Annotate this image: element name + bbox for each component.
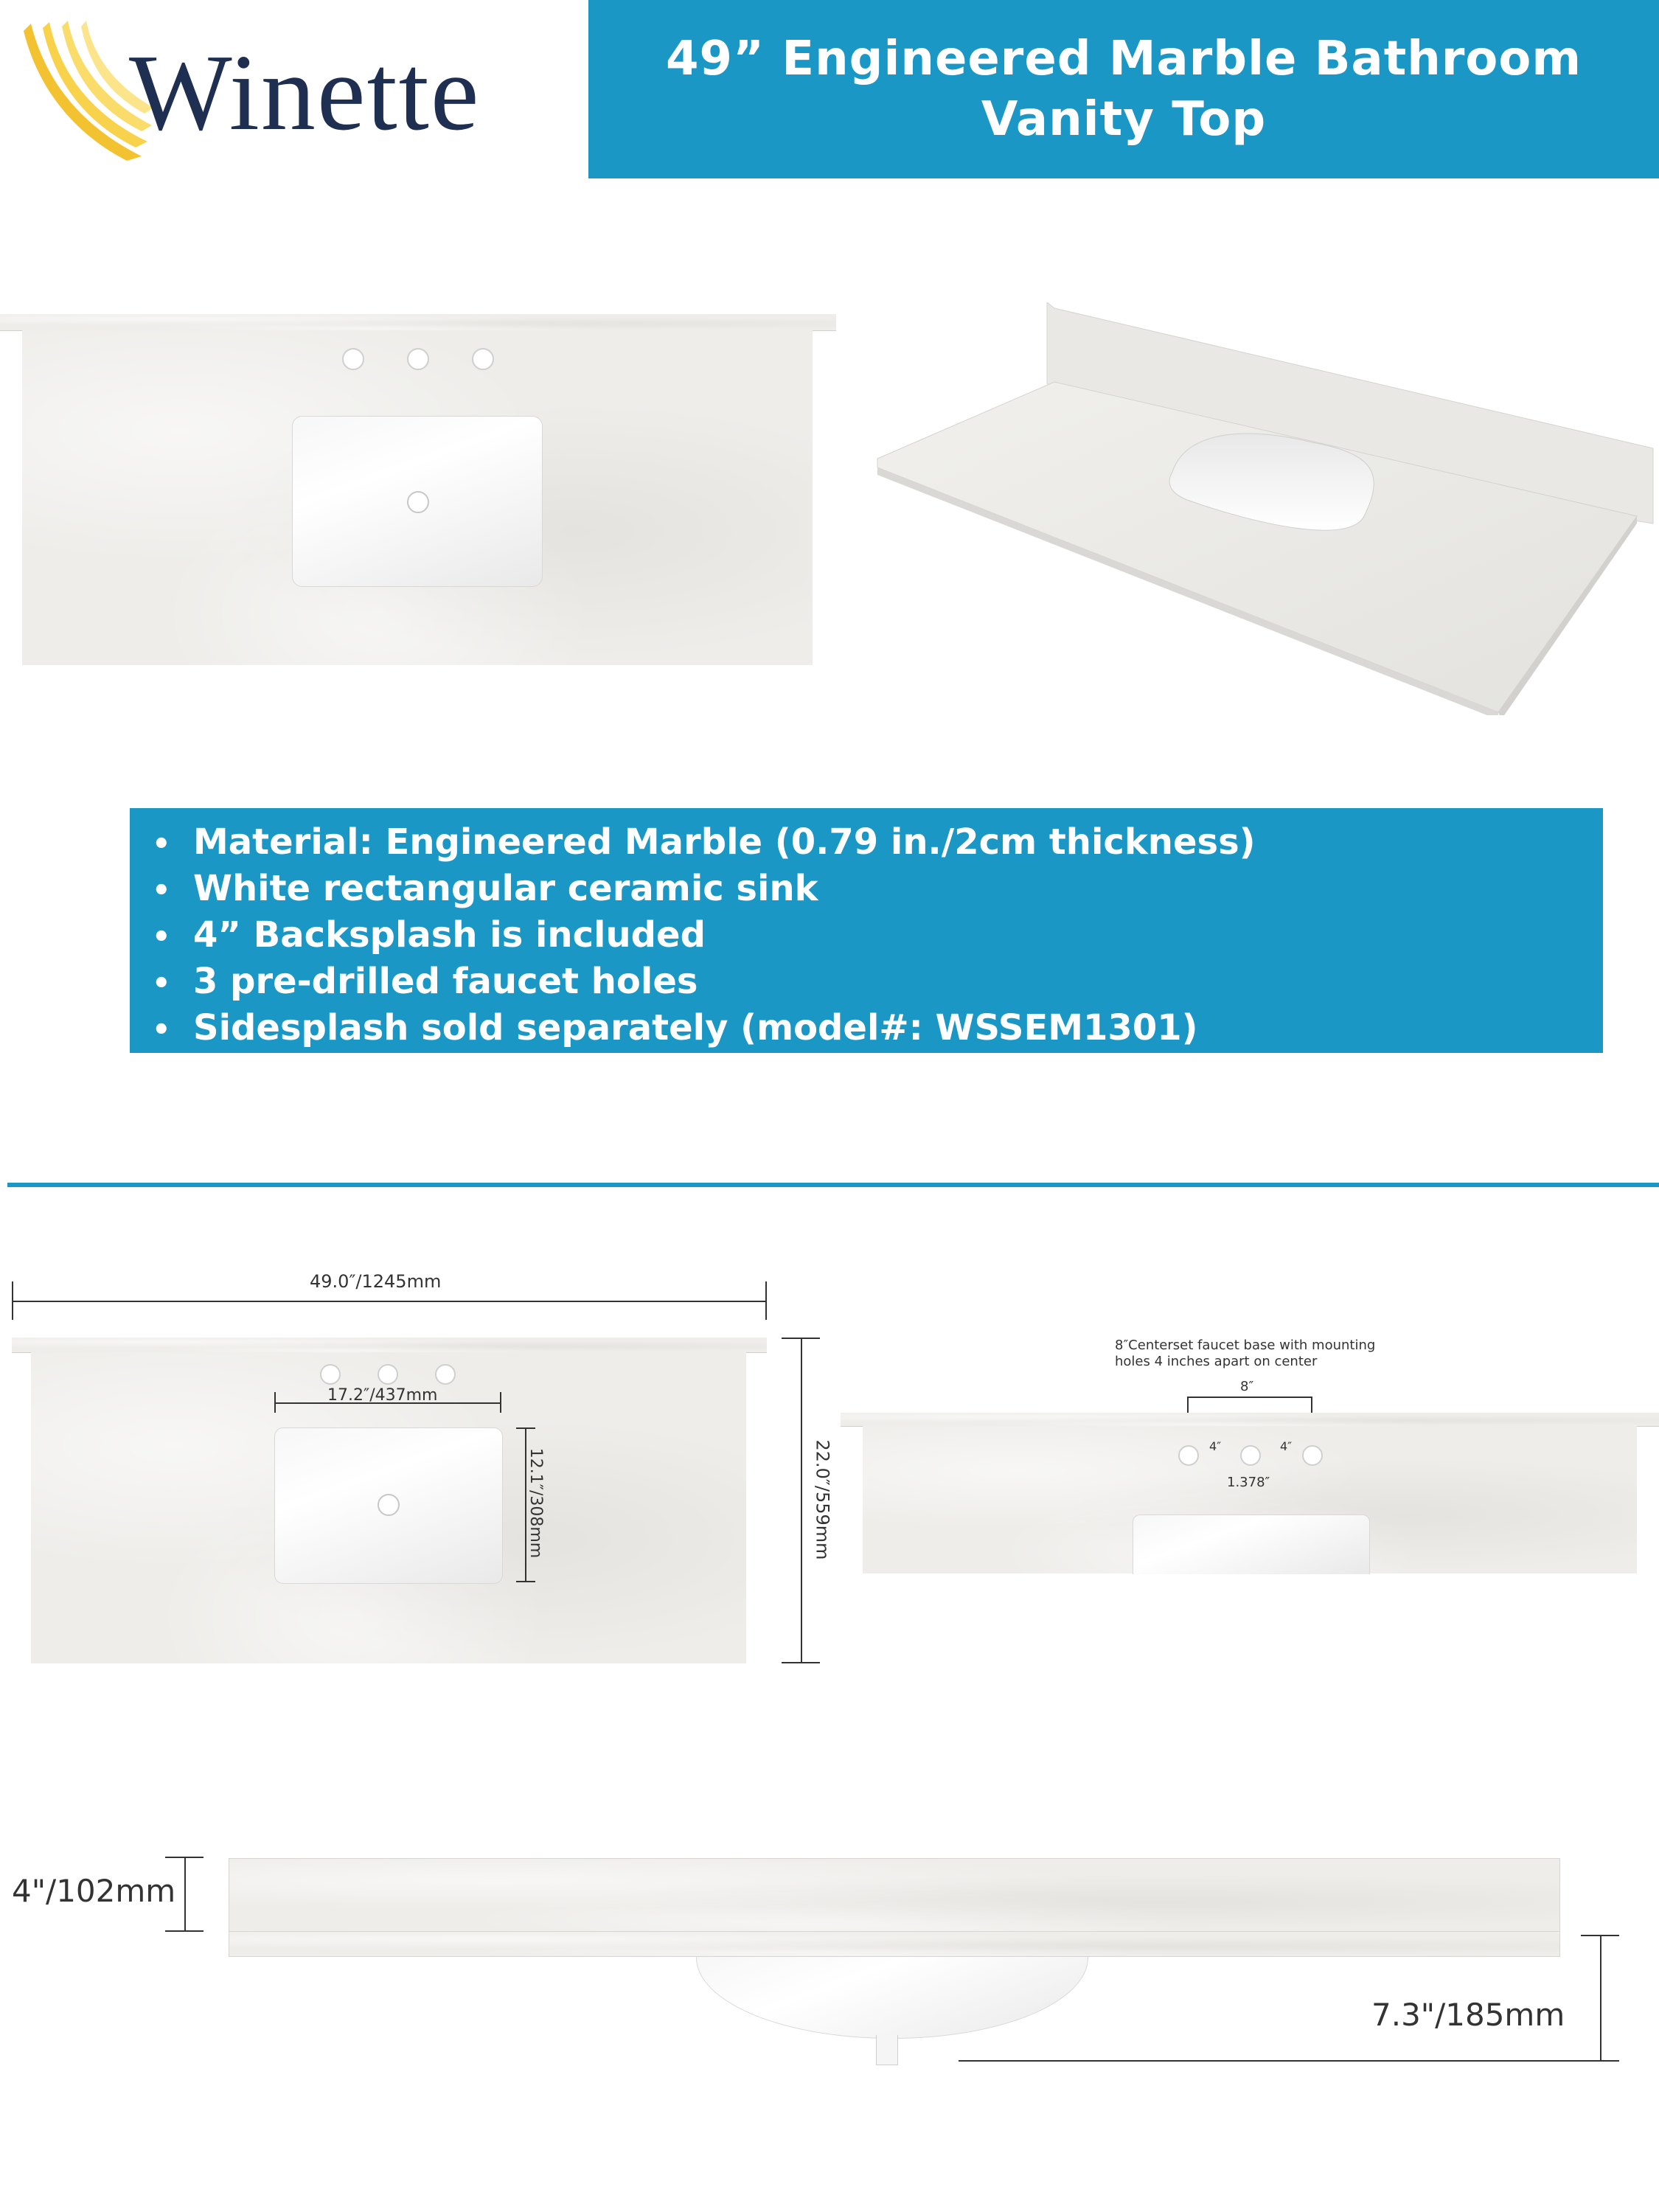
bullet: • — [152, 1013, 171, 1047]
backsplash-dim-line — [184, 1857, 186, 1932]
front-view-sink-bowl — [696, 1957, 1088, 2039]
faucet-hole-center — [407, 348, 429, 370]
top-view-image — [0, 314, 836, 665]
depth-dim-tick-top — [782, 1338, 820, 1339]
depth-dim-label: 22.0″/559mm — [812, 1439, 833, 1560]
bullet: • — [152, 967, 171, 1001]
drawing-faucet-hole-right — [435, 1364, 456, 1385]
faucet-hole-right — [472, 348, 494, 370]
feature-item: • White rectangular ceramic sink — [152, 866, 1603, 913]
sink-width-dim-label: 17.2″/437mm — [327, 1386, 438, 1405]
sink-depth-dim-label: 12.1″/308mm — [526, 1447, 546, 1559]
feature-item: • Sidesplash sold separately (model#: WSSEM1301) — [152, 1006, 1603, 1052]
width-dim-tick-left — [12, 1281, 13, 1320]
faucet-detail-hole-right — [1302, 1445, 1323, 1466]
faucet-note-line-1: 8″Centerset faucet base with mounting — [1115, 1338, 1376, 1353]
dimension-drawing-top — [0, 1268, 841, 1666]
sink-height-dim-line — [1600, 1935, 1601, 2062]
perspective-view-image — [870, 302, 1659, 715]
hole-spacing-left-label: 4″ — [1209, 1439, 1222, 1453]
dimension-drawing-front — [0, 1829, 1659, 2094]
sink-depth-dim-tick-bottom — [516, 1581, 535, 1582]
drawing-drain — [378, 1494, 400, 1516]
bullet: • — [152, 827, 171, 861]
sink-height-dim-tick-top — [1581, 1935, 1619, 1936]
top-view-drain — [407, 491, 429, 513]
drawing-faucet-hole-left — [320, 1364, 341, 1385]
front-view-drain-pipe — [876, 2035, 898, 2065]
features-panel — [130, 808, 1603, 1053]
front-view-backsplash — [229, 1858, 1560, 1932]
hole-diameter-label: 1.378″ — [1227, 1475, 1270, 1490]
feature-item: • Material: Engineered Marble (0.79 in./2cm thickness) — [152, 820, 1603, 866]
top-view-backsplash — [0, 314, 836, 331]
backsplash-dim-tick-bottom — [165, 1930, 204, 1932]
drawing-backsplash — [12, 1338, 767, 1353]
centerset-label: 8″ — [1240, 1379, 1254, 1394]
centerset-dim-line — [1187, 1397, 1312, 1398]
sink-depth-dim-tick-top — [516, 1427, 535, 1429]
logo-area — [0, 0, 588, 178]
bullet: • — [152, 874, 171, 908]
front-view-countertop-edge — [229, 1932, 1560, 1957]
sink-width-dim-tick-left — [274, 1392, 276, 1413]
bullet: • — [152, 920, 171, 954]
hole-spacing-right-label: 4″ — [1280, 1439, 1293, 1453]
title-banner — [588, 0, 1659, 178]
width-dim-label: 49.0″/1245mm — [310, 1271, 442, 1292]
title-line-2: Vanity Top — [981, 92, 1267, 147]
width-dim-line — [12, 1301, 767, 1302]
faucet-hole-left — [342, 348, 364, 370]
faucet-detail-hole-center — [1240, 1445, 1261, 1466]
backsplash-height-label: 4"/102mm — [12, 1873, 176, 1909]
title-line-1: 49” Engineered Marble Bathroom — [665, 32, 1582, 86]
brand-logo-text: Winette — [129, 32, 481, 153]
width-dim-tick-right — [765, 1281, 767, 1320]
dimension-drawing-faucet — [841, 1335, 1659, 1585]
backsplash-dim-tick-top — [165, 1857, 204, 1858]
sink-height-label: 7.3"/185mm — [1371, 1997, 1565, 2033]
sink-height-dim-base — [959, 2060, 1619, 2062]
depth-dim-line — [801, 1338, 802, 1663]
depth-dim-tick-bottom — [782, 1662, 820, 1663]
section-divider — [7, 1183, 1659, 1187]
feature-item: • 4” Backsplash is included — [152, 913, 1603, 959]
faucet-detail-hole-left — [1178, 1445, 1199, 1466]
sink-width-dim-tick-right — [500, 1392, 501, 1413]
faucet-view-backsplash — [841, 1413, 1659, 1427]
faucet-note-line-2: holes 4 inches apart on center — [1115, 1354, 1318, 1369]
drawing-faucet-hole-center — [378, 1364, 398, 1385]
feature-item: • 3 pre-drilled faucet holes — [152, 959, 1603, 1006]
faucet-view-sink — [1133, 1514, 1370, 1574]
